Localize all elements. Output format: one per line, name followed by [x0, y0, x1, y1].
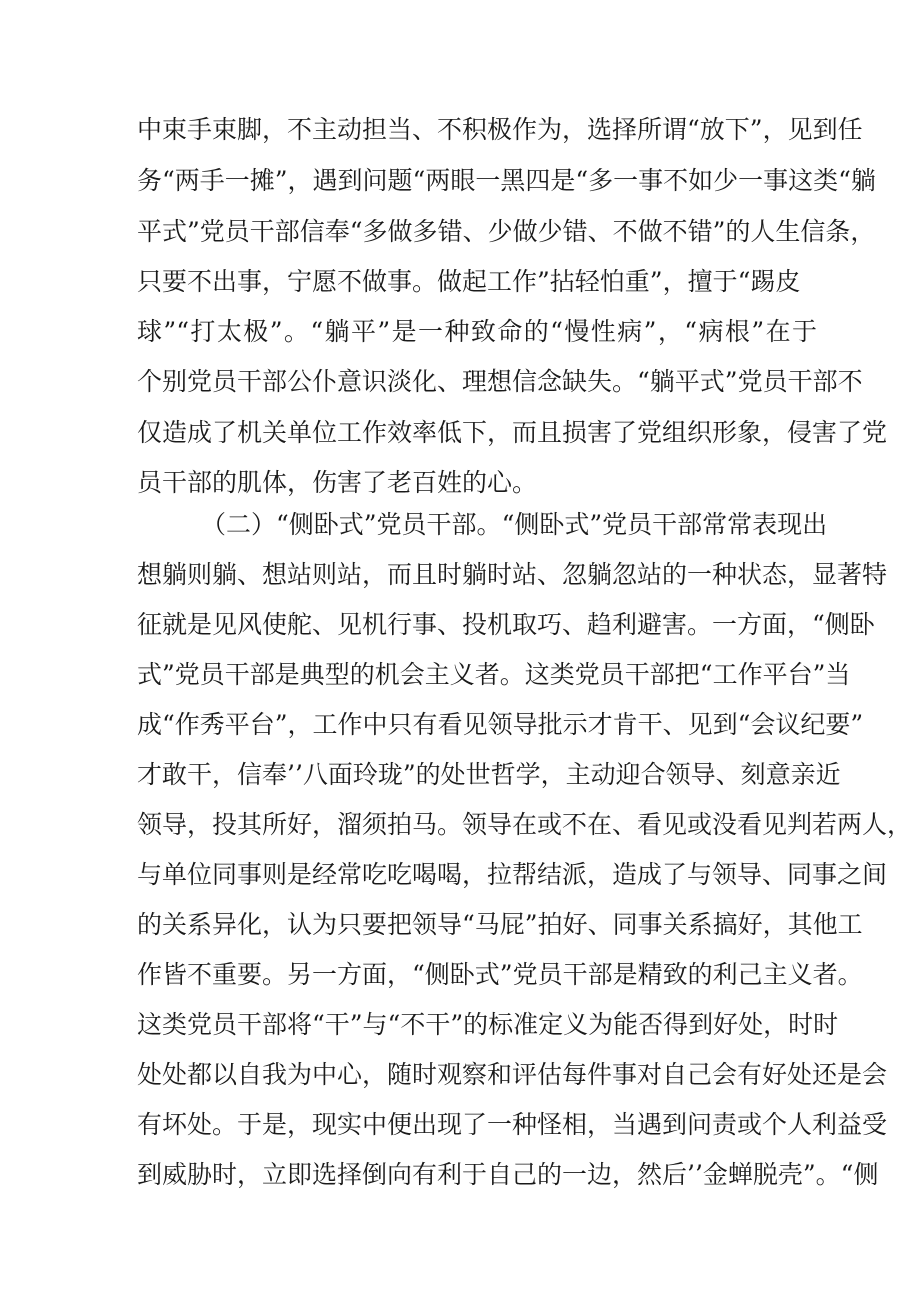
text-line: 作皆不重要。另一方面，“侧卧式”党员干部是精致的利己主义者。 — [137, 960, 863, 989]
text-line: 员干部的肌体，伤害了老百姓的心。 — [137, 468, 538, 497]
text-line: 式”党员干部是典型的机会主义者。这类党员干部把“工作平台”当 — [137, 660, 851, 689]
text-line: 想躺则躺、想站则站，而且时躺时站、忽躺忽站的一种状态，显著特 — [137, 560, 888, 589]
text-line: 处处都以自我为中心，随时观察和评估每件事对自己会有好处还是会 — [137, 1060, 888, 1089]
text-line: 与单位同事则是经常吃吃喝喝，拉帮结派，造成了与领导、同事之间 — [137, 860, 888, 889]
text-line: （二）“侧卧式”党员干部。“侧卧式”党员干部常常表现出 — [201, 510, 828, 539]
text-line: 成“作秀平台”，工作中只有看见领导批示才肯干、见到“会议纪要” — [137, 710, 864, 739]
text-line: 到威胁时，立即选择倒向有利于自己的一边，然后’’金蝉脱壳”。“侧 — [137, 1160, 879, 1189]
text-line: 中束手束脚，不主动担当、不积极作为，选择所谓“放下”，见到任 — [137, 115, 863, 144]
text-line: 的关系异化，认为只要把领导“马屁”拍好、同事关系搞好，其他工 — [137, 910, 863, 939]
text-line: 只要不出事，宁愿不做事。做起工作”拈轻怕重”，擅于“踢皮 — [137, 267, 801, 296]
text-line: 征就是见风使舵、见机行事、投机取巧、趋利避害。一方面，“侧卧 — [137, 610, 875, 639]
text-line: 这类党员干部将“干”与“不干”的标准定义为能否得到好处，时时 — [137, 1010, 839, 1039]
text-line: 有坏处。于是，现实中便出现了一种怪相，当遇到问责或个人利益受 — [137, 1110, 888, 1139]
text-line: 球”“打太极”。“躺平”是一种致命的“慢性病”，“病根”在于 — [137, 317, 817, 346]
text-line: 个别党员干部公仆意识淡化、理想信念缺失。“躺平式”党员干部不 — [137, 367, 863, 396]
text-line: 领导，投其所好，溜须拍马。领导在或不在、看见或没看见判若两人， — [137, 810, 913, 839]
text-line: 平式”党员干部信奉“多做多错、少做少错、不做不错”的人生信条， — [137, 217, 876, 246]
text-line: 务“两手一摊”，遇到问题“两眼一黑四是“多一事不如少一事这类“躺 — [137, 166, 876, 195]
text-line: 才敢干，信奉’’八面玲珑”的处世哲学，主动迎合领导、刻意亲近 — [137, 760, 841, 789]
text-line: 仅造成了机关单位工作效率低下，而且损害了党组织形象，侵害了党 — [137, 418, 888, 447]
